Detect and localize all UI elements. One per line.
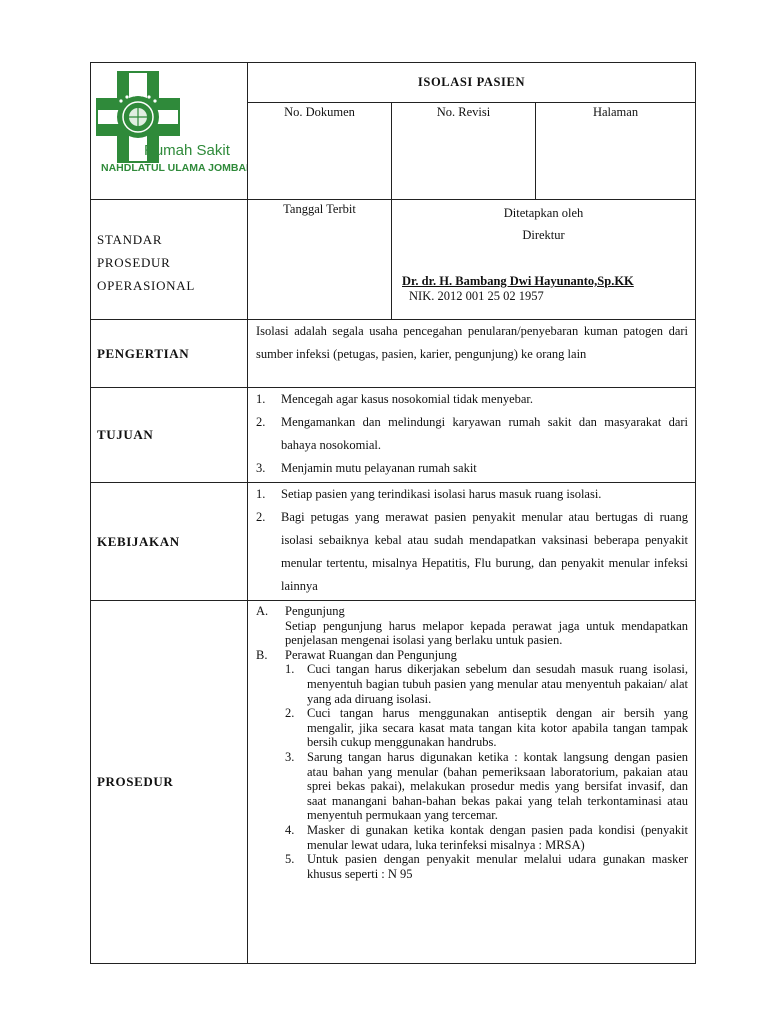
sop-title-cell xyxy=(91,200,248,320)
signer-name: Dr. dr. H. Bambang Dwi Hayunanto,Sp.KK xyxy=(402,274,634,288)
section-b-letter: B. xyxy=(256,647,268,662)
kebijakan-list-cell xyxy=(248,483,696,601)
section-b-title: Perawat Ruangan dan Pengunjung xyxy=(285,647,457,662)
list-item: 2. Cuci tangan harus menggunakan antiseptik dengan air bersih yang mengalir, jika secara kasat mata tangan kita kotor apabila tangan tampak bersih cukup menggunakan handrubs. xyxy=(285,706,689,750)
sop-document xyxy=(90,62,695,964)
list-item: 1. Setiap pasien yang terindikasi isolasi harus masuk ruang isolasi. xyxy=(256,487,602,501)
section-a-letter: A. xyxy=(256,604,269,618)
list-item: 5. Untuk pasien dengan penyakit menular melalui udara gunakan masker khusus seperti : N 95 xyxy=(285,852,689,881)
list-item: 3. Sarung tangan harus digunakan ketika : kontak langsung dengan pasien atau bahan yang menular (bahan pemeriksaan laboratorium, pakaian atau sprei bekas pakai), melakukan prosedur medis yang bersifat invasif, dan saat manangani bahan-bahan bekas pakai yang telah terkontaminasi atau menyentuh permukaan yang tercemar. xyxy=(285,749,689,823)
list-item: 4. Masker di gunakan ketika kontak dengan pasien pada kondisi (penyakit menular lewat udara, luka terinfeksi misalnya : MRSA) xyxy=(285,822,689,852)
section-a xyxy=(256,604,688,648)
sop-table xyxy=(90,62,696,964)
kebijakan-label: KEBIJAKAN xyxy=(91,483,248,601)
sop-line-3: OPERASIONAL xyxy=(97,278,195,293)
kebijakan-list xyxy=(256,483,688,598)
set-by-label: Ditetapkan oleh xyxy=(503,206,584,220)
revision-label: No. Revisi xyxy=(392,102,536,199)
list-item: 1. Mencegah agar kasus nosokomial tidak menyebar. xyxy=(256,392,534,406)
page-label: Halaman xyxy=(536,102,696,199)
list-item: 2. Mengamankan dan melindungi karyawan rumah sakit dan masyarakat dari bahaya nosokomial. xyxy=(256,415,689,452)
section-a-text: Setiap pengunjung harus melapor kepada perawat jaga untuk mendapatkan penjelasan mengenai isolasi yang berlaku untuk pasien. xyxy=(285,618,689,648)
position-label: Direktur xyxy=(522,228,565,242)
signer-nik: NIK. 2012 001 25 02 1957 xyxy=(409,289,544,303)
prosedur-label: PROSEDUR xyxy=(91,601,248,964)
pengertian-text: Isolasi adalah segala usaha pencegahan penularan/penyebaran kuman patogen dari sumber infeksi (petugas, pasien, karier, pengunjung) ke orang lain xyxy=(248,320,696,388)
list-item: 2. Bagi petugas yang merawat pasien penyakit menular atau bertugas di ruang isolasi sebaiknya kebal atau sudah mendapatkan vaksinasi beberapa penyakit menular tertentu, misalnya Hepatitis, Flu burung, dan penyakit menular infeksi lainnya xyxy=(256,510,689,593)
tujuan-list-cell xyxy=(248,388,696,483)
section-a-title: Pengunjung xyxy=(285,604,345,618)
list-item: 3. Menjamin mutu pelayanan rumah sakit xyxy=(256,461,477,475)
tujuan-list xyxy=(256,388,688,480)
issued-date-label: Tanggal Terbit xyxy=(248,200,392,320)
logo-cell xyxy=(91,63,248,200)
doc-number-label: No. Dokumen xyxy=(248,102,392,199)
tujuan-label: TUJUAN xyxy=(91,388,248,483)
logo-org-name: Rumah Sakit xyxy=(144,142,230,159)
pengertian-label: PENGERTIAN xyxy=(91,320,248,388)
section-b xyxy=(256,648,688,882)
sop-line-1: STANDAR xyxy=(97,232,163,247)
sop-line-2: PROSEDUR xyxy=(97,255,171,270)
hospital-logo xyxy=(91,63,247,195)
logo-org-sub: NAHDLATUL ULAMA JOMBANG xyxy=(101,162,247,174)
prosedur-cell xyxy=(248,601,696,964)
list-item: 1. Cuci tangan harus dikerjakan sebelum dan sesudah masuk ruang isolasi, menyentuh bagian tubuh pasien yang menular atau menyentuh pakaian/ alat yang ada diruang isolasi. xyxy=(285,662,689,706)
document-title: ISOLASI PASIEN xyxy=(248,63,696,103)
approval-cell xyxy=(392,200,696,320)
